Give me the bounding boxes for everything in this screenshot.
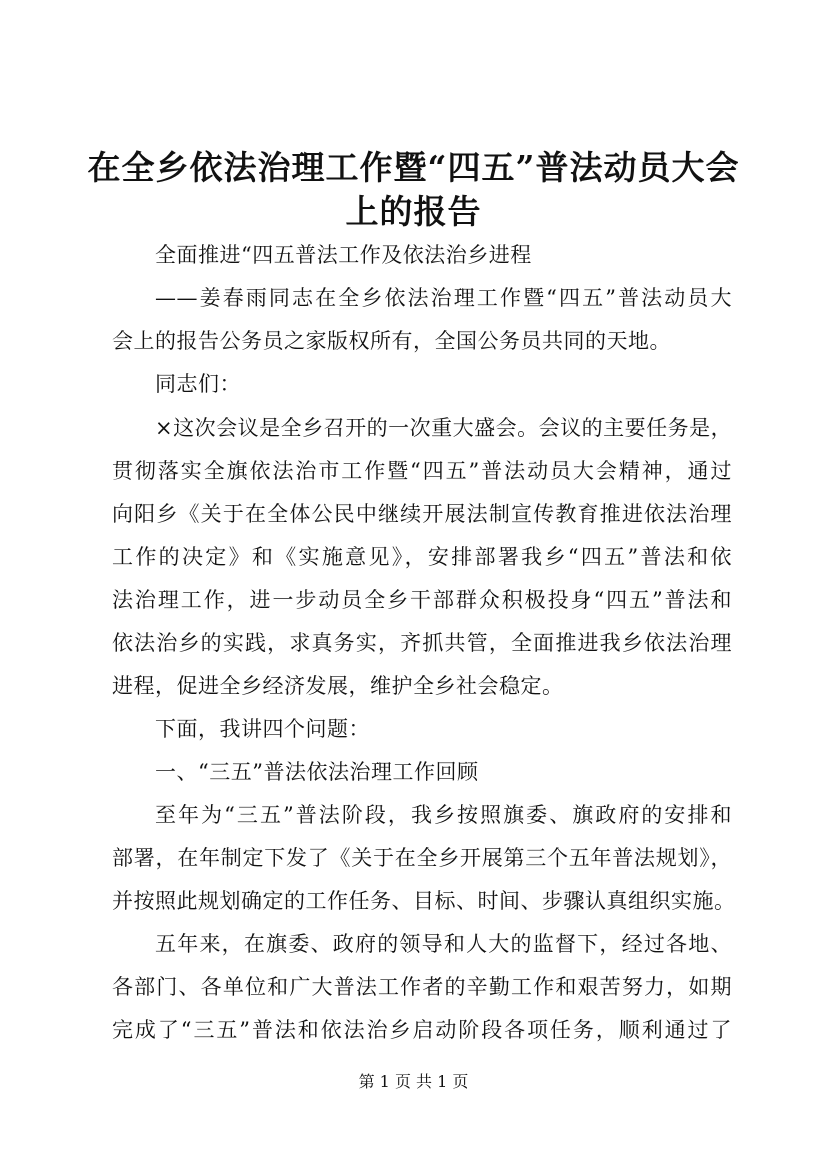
- paragraph-line: 各部门、各单位和广大普法工作者的辛勤工作和艰苦努力，如期: [112, 975, 732, 999]
- paragraph-line: 部署，在年制定下发了《关于在全乡开展第三个五年普法规划》，: [112, 846, 732, 870]
- paragraph-line: 进程，促进全乡经济发展，维护全乡社会稳定。: [112, 674, 564, 698]
- document-title-line-1: 在全乡依法治理工作暨“四五”普法动员大会: [87, 148, 740, 187]
- paragraph-line: 五年来，在旗委、政府的领导和人大的监督下，经过各地、: [155, 932, 732, 956]
- paragraph-line: 向阳乡《关于在全体公民中继续开展法制宣传教育推进依法治理: [112, 502, 732, 526]
- paragraph-line: ×这次会议是全乡召开的一次重大盛会。会议的主要任务是，: [155, 416, 733, 440]
- author-line-continued: 会上的报告公务员之家版权所有，全国公务员共同的天地。: [112, 329, 671, 353]
- paragraph-line: 工作的决定》和《实施意见》，安排部署我乡“四五”普法和依: [112, 545, 732, 569]
- document-title-line-2: 上的报告: [345, 192, 482, 231]
- author-line: ——姜春雨同志在全乡依法治理工作暨“四五”普法动员大: [155, 286, 732, 310]
- paragraph-line: 依法治乡的实践，求真务实，齐抓共管，全面推进我乡依法治理: [112, 631, 732, 655]
- paragraph-line: 下面，我讲四个问题：: [155, 717, 370, 741]
- page-number-footer: 第 1 页 共 1 页: [358, 1072, 469, 1091]
- section-heading: 一、“三五”普法依法治理工作回顾: [155, 760, 479, 784]
- paragraph-line: 贯彻落实全旗依法治市工作暨“四五”普法动员大会精神，通过: [112, 459, 732, 483]
- paragraph-line: 完成了“三五”普法和依法治乡启动阶段各项任务，顺利通过了: [112, 1018, 732, 1042]
- paragraph-line: 至年为“三五”普法阶段，我乡按照旗委、旗政府的安排和: [155, 803, 732, 827]
- salutation: 同志们：: [155, 372, 241, 396]
- subtitle-line: 全面推进“四五普法工作及依法治乡进程: [155, 243, 532, 267]
- paragraph-line: 并按照此规划确定的工作任务、目标、时间、步骤认真组织实施。: [112, 889, 736, 913]
- paragraph-line: 法治理工作，进一步动员全乡干部群众积极投身“四五”普法和: [112, 588, 732, 612]
